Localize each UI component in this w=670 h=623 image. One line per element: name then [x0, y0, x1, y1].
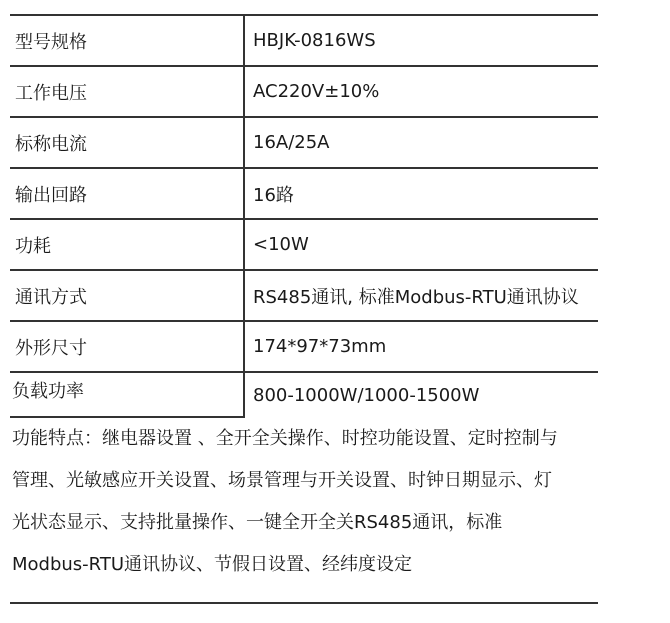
spec-label: 型号规格 [10, 15, 244, 66]
spec-label: 负载功率 [10, 372, 244, 417]
table-row [10, 117, 598, 168]
features-line: Modbus-RTU通讯协议、节假日设置、经纬度设定 [12, 554, 413, 575]
features-paragraph [12, 418, 612, 586]
table-row [10, 66, 598, 117]
table-row [10, 270, 598, 321]
table-row [10, 168, 598, 219]
spec-value: 174*97*73mm [244, 321, 598, 372]
bottom-divider [10, 602, 598, 604]
spec-value: 16路 [244, 168, 598, 219]
features-line: 管理、光敏感应开关设置、场景管理与开关设置、时钟日期显示、灯 [12, 470, 552, 491]
spec-label: 工作电压 [10, 66, 244, 117]
table-row [10, 372, 598, 417]
spec-table [10, 14, 598, 418]
spec-value: <10W [244, 219, 598, 270]
spec-label: 标称电流 [10, 117, 244, 168]
spec-value: AC220V±10% [244, 66, 598, 117]
spec-value: RS485通讯, 标准Modbus-RTU通讯协议 [244, 270, 598, 321]
spec-label: 通讯方式 [10, 270, 244, 321]
spec-value: 800-1000W/1000-1500W [244, 372, 598, 417]
spec-label: 功耗 [10, 219, 244, 270]
spec-value: 16A/25A [244, 117, 598, 168]
spec-label: 外形尺寸 [10, 321, 244, 372]
features-line: 功能特点：继电器设置 、全开全关操作、时控功能设置、定时控制与 [12, 428, 558, 449]
table-row [10, 321, 598, 372]
table-row [10, 219, 598, 270]
spec-label: 输出回路 [10, 168, 244, 219]
table-row [10, 15, 598, 66]
features-line: 光状态显示、支持批量操作、一键全开全关RS485通讯，标准 [12, 512, 503, 533]
spec-value: HBJK-0816WS [244, 15, 598, 66]
